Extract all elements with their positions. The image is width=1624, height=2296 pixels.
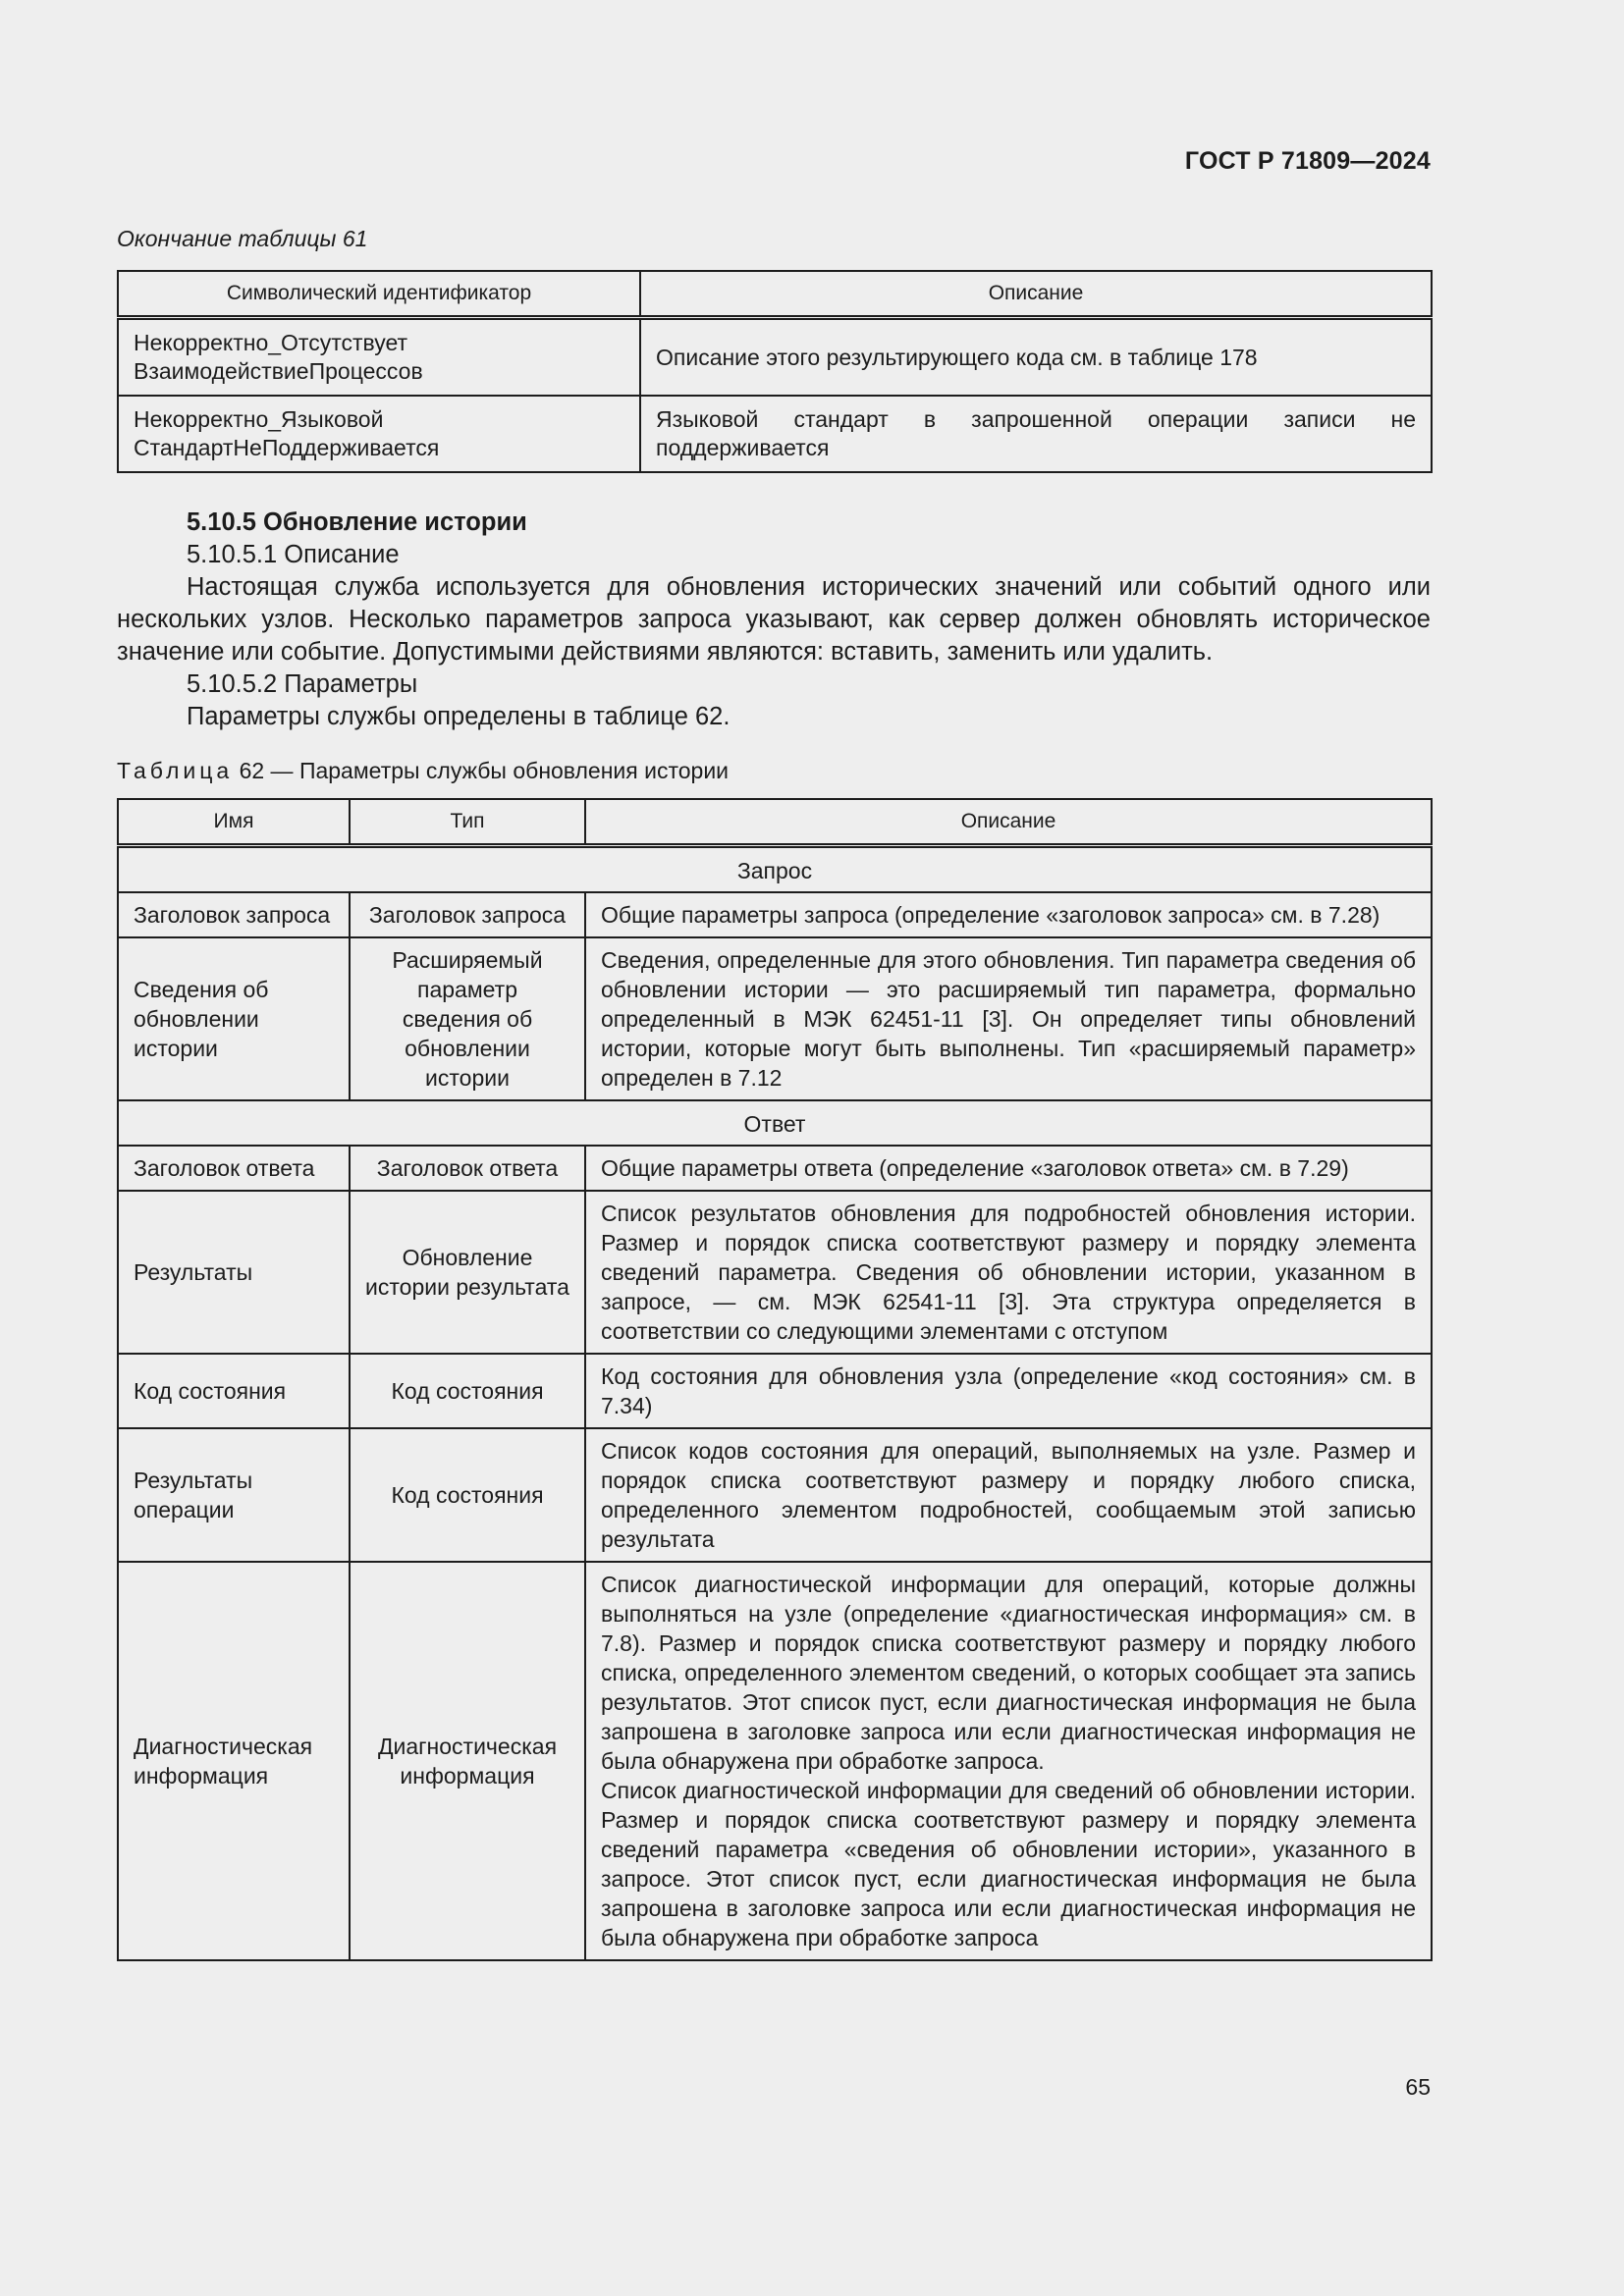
table-row	[118, 892, 1432, 937]
section-5-10-5	[117, 507, 1431, 733]
param-description-multi	[585, 1562, 1432, 1960]
param-description: Общие параметры запроса (определение «заголовок запроса» см. в 7.28)	[585, 892, 1432, 937]
section-heading: 5.10.5 Обновление истории	[187, 508, 527, 536]
id-line: СтандартНеПоддерживается	[134, 435, 440, 460]
table-row	[118, 318, 1432, 397]
table61-cell-description: Языковой стандарт в запрошенной операции записи не поддерживается	[640, 396, 1432, 472]
description-part-1: Список диагностической информации для операций, которые должны выполняться на узле (определение «диагностическая информация» см. в 7.8). Размер и порядок списка соответствуют размеру и порядку любого списка, определенного элементом сведений, о которых сообщает эта запись результатов. Этот список пуст, если диагностическая информация не была запрошена в заголовке запроса или если диагностическая информация не была обнаружена при обработке запроса.	[601, 1572, 1416, 1774]
param-description: Код состояния для обновления узла (определение «код состояния» см. в 7.34)	[585, 1354, 1432, 1428]
page-number: 65	[1405, 2074, 1431, 2100]
param-description: Список результатов обновления для подробностей обновления истории. Размер и порядок списка соответствуют размеру и порядку элемента сведений параметра. Сведения об обновлении истории, указанном в запросе, — см. МЭК 62541-11 [3]. Эта структура определяется в соответствии со следующими элементами с отступом	[585, 1191, 1432, 1354]
table62-header-type: Тип	[350, 799, 585, 846]
table61-cell-id	[118, 396, 640, 472]
id-line: Некорректно_Языковой	[134, 406, 384, 432]
param-name: Заголовок ответа	[118, 1146, 350, 1191]
param-name: Сведения об обновлении истории	[118, 937, 350, 1100]
table62-caption	[117, 758, 729, 784]
group-label-request: Запрос	[118, 846, 1432, 893]
table62-caption-prefix: Таблица	[117, 758, 234, 783]
table-row	[118, 396, 1432, 472]
group-row-response	[118, 1100, 1432, 1146]
param-type: Расширяемый параметр сведения об обновлении истории	[350, 937, 585, 1100]
param-type: Код состояния	[350, 1428, 585, 1562]
param-type: Заголовок запроса	[350, 892, 585, 937]
table62-header-row	[118, 799, 1432, 846]
param-description: Сведения, определенные для этого обновления. Тип параметра сведения об обновлении истории — это расширяемый тип параметра, формально определенный в МЭК 62451-11 [3]. Он определяет типы обновлений истории, которые могут быть выполнены. Тип «расширяемый параметр» определен в 7.12	[585, 937, 1432, 1100]
table-61	[117, 270, 1433, 473]
id-line: Некорректно_Отсутствует	[134, 330, 408, 355]
table-row	[118, 1146, 1432, 1191]
table61-cell-description: Описание этого результирующего кода см. в таблице 178	[640, 318, 1432, 397]
table62-header-name: Имя	[118, 799, 350, 846]
param-name: Результаты операции	[118, 1428, 350, 1562]
table61-continuation-caption: Окончание таблицы 61	[117, 226, 368, 251]
table61-header-description: Описание	[640, 271, 1432, 318]
subsection-heading-description: 5.10.5.1 Описание	[187, 541, 400, 568]
param-description: Общие параметры ответа (определение «заголовок ответа» см. в 7.29)	[585, 1146, 1432, 1191]
param-type: Диагностическая информация	[350, 1562, 585, 1960]
group-label-response: Ответ	[118, 1100, 1432, 1146]
table-row	[118, 937, 1432, 1100]
standard-header: ГОСТ Р 71809—2024	[1184, 147, 1431, 175]
id-line: ВзаимодействиеПроцессов	[134, 358, 423, 384]
subsection-heading-parameters: 5.10.5.2 Параметры	[187, 670, 418, 698]
table62-header-description: Описание	[585, 799, 1432, 846]
param-type: Обновление истории результата	[350, 1191, 585, 1354]
table61-header-id: Символический идентификатор	[118, 271, 640, 318]
table-row	[118, 1428, 1432, 1562]
param-type: Заголовок ответа	[350, 1146, 585, 1191]
table61-cell-id	[118, 318, 640, 397]
table-row	[118, 1562, 1432, 1960]
description-paragraph: Настоящая служба используется для обновления исторических значений или событий одного или нескольких узлов. Несколько параметров запроса указывают, как сервер должен обновлять историческое значение или событие. Допустимыми действиями являются: вставить, заменить или удалить.	[117, 573, 1431, 666]
parameters-paragraph: Параметры службы определены в таблице 62.	[187, 703, 731, 730]
param-name: Результаты	[118, 1191, 350, 1354]
description-part-2: Список диагностической информации для сведений об обновлении истории. Размер и порядок списка соответствуют размеру и порядку элемента сведений параметра «сведения об обновлении истории», указанного в запросе. Этот список пуст, если диагностическая информация не была запрошена в заголовке запроса или если диагностическая информация не была обнаружена при обработке запроса	[601, 1778, 1416, 1950]
table62-caption-title: 62 — Параметры службы обновления истории	[239, 758, 730, 783]
table61-header-row	[118, 271, 1432, 318]
param-name: Диагностическая информация	[118, 1562, 350, 1960]
param-name: Код состояния	[118, 1354, 350, 1428]
group-row-request	[118, 846, 1432, 893]
table-row	[118, 1354, 1432, 1428]
param-type: Код состояния	[350, 1354, 585, 1428]
param-name: Заголовок запроса	[118, 892, 350, 937]
table-row	[118, 1191, 1432, 1354]
param-description: Список кодов состояния для операций, выполняемых на узле. Размер и порядок списка соответствуют размеру и порядку любого списка, определенного элементом подробностей, сообщаемым этой записью результата	[585, 1428, 1432, 1562]
table-62	[117, 798, 1433, 1961]
